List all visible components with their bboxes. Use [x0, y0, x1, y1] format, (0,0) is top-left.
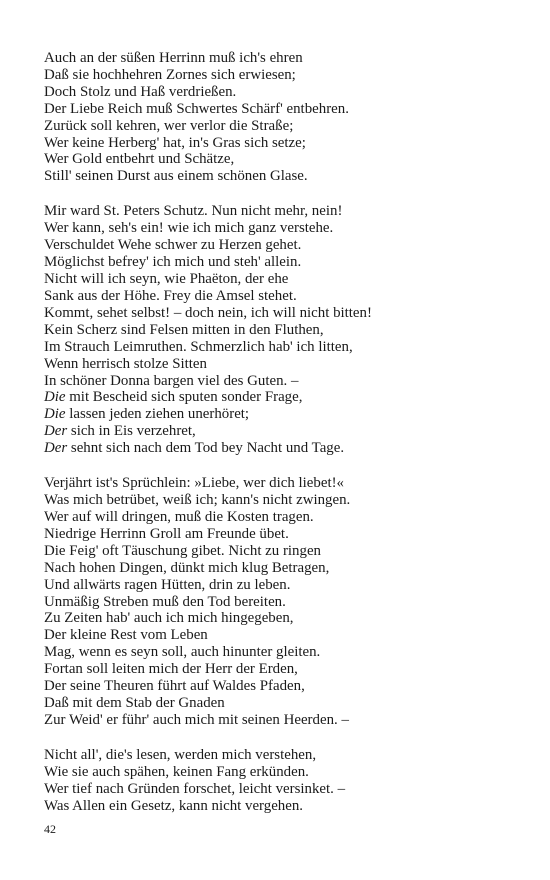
verse-line: Zu Zeiten hab' auch ich mich hingegeben,	[44, 610, 294, 627]
verse-line: Der kleine Rest vom Leben	[44, 627, 208, 644]
italic-lead-word: Die	[44, 406, 66, 423]
verse-line: Der Liebe Reich muß Schwertes Schärf' entbehren.	[44, 100, 349, 117]
stanza-3	[44, 475, 514, 729]
verse-line: Wie sie auch spähen, keinen Fang erkünden.	[44, 763, 309, 780]
verse-line: Auch an der süßen Herrinn muß ich's ehren	[44, 50, 303, 66]
verse-line: Verjährt ist's Sprüchlein: »Liebe, wer dich liebet!«	[44, 475, 344, 492]
verse-line: Wer tief nach Gründen forschet, leicht versinket. –	[44, 780, 346, 797]
verse-line: Niedrige Herrinn Groll am Freunde übet.	[44, 525, 289, 542]
verse-line	[44, 440, 514, 457]
verse-line: Unmäßig Streben muß den Tod bereiten.	[44, 593, 286, 610]
verse-line	[44, 389, 514, 406]
verse-line-rest: lassen jeden ziehen unerhöret;	[65, 406, 250, 423]
verse-line: Nicht all', die's lesen, werden mich verstehen,	[44, 747, 317, 763]
verse-line: Wer keine Herberg' hat, in's Gras sich setze;	[44, 134, 306, 151]
verse-line: Wer auf will dringen, muß die Kosten tragen.	[44, 509, 314, 526]
verse-line: Still' seinen Durst aus einem schönen Glase.	[44, 168, 308, 185]
verse-line: Wer Gold entbehrt und Schätze,	[44, 151, 235, 168]
verse-line: Der seine Theuren führt auf Waldes Pfaden,	[44, 678, 305, 695]
verse-line: Im Strauch Leimruthen. Schmerzlich hab' ich litten,	[44, 338, 353, 355]
verse-line: Möglichst befrey' ich mich und steh' allein.	[44, 254, 302, 271]
verse-line: Die Feig' oft Täuschung gibet. Nicht zu ringen	[44, 542, 321, 559]
italic-lead-word: Der	[44, 423, 68, 440]
verse-line: Zurück soll kehren, wer verlor die Straße;	[44, 117, 294, 134]
verse-line: Was mich betrübet, weiß ich; kann's nicht zwingen.	[44, 492, 351, 509]
verse-line: Wer kann, seh's ein! wie ich mich ganz verstehe.	[44, 220, 334, 237]
verse-line: In schöner Donna bargen viel des Guten. –	[44, 372, 299, 389]
verse-line	[44, 423, 514, 440]
verse-line: Doch Stolz und Haß verdrießen.	[44, 83, 237, 100]
page-number: 42	[44, 822, 56, 836]
verse-line: Wenn herrisch stolze Sitten	[44, 355, 207, 372]
stanza-1	[44, 50, 514, 185]
verse-line: Kein Scherz sind Felsen mitten in den Fluthen,	[44, 321, 324, 338]
verse-line: Mir ward St. Peters Schutz. Nun nicht mehr, nein!	[44, 203, 343, 220]
italic-lead-word: Der	[44, 440, 68, 457]
verse-line: Kommt, sehet selbst! – doch nein, ich will nicht bitten!	[44, 304, 372, 321]
verse-line: Verschuldet Wehe schwer zu Herzen gehet.	[44, 237, 302, 254]
verse-line: Zur Weid' er führ' auch mich mit seinen Heerden. –	[44, 711, 349, 728]
verse-line: Daß sie hochhehren Zornes sich erwiesen;	[44, 66, 296, 83]
italic-lead-word: Die	[44, 389, 66, 406]
verse-line: Nach hohen Dingen, dünkt mich klug Betragen,	[44, 559, 330, 576]
verse-line	[44, 406, 514, 423]
verse-line-rest: mit Bescheid sich sputen sonder Frage,	[65, 389, 303, 406]
verse-line-rest: sehnt sich nach dem Tod bey Nacht und Tage.	[67, 440, 345, 457]
poem-body	[44, 50, 514, 833]
stanza-2	[44, 203, 514, 457]
verse-line: Mag, wenn es seyn soll, auch hinunter gleiten.	[44, 644, 321, 661]
verse-line: Was Allen ein Gesetz, kann nicht vergehen.	[44, 797, 304, 814]
verse-line: Fortan soll leiten mich der Herr der Erden,	[44, 661, 298, 678]
verse-line: Daß mit dem Stab der Gnaden	[44, 695, 225, 711]
verse-line: Und allwärts ragen Hütten, drin zu leben.	[44, 576, 291, 593]
verse-line-rest: sich in Eis verzehret,	[67, 423, 196, 440]
verse-line: Sank aus der Höhe. Frey die Amsel stehet.	[44, 287, 297, 304]
stanza-4	[44, 747, 514, 815]
verse-line: Nicht will ich seyn, wie Phaëton, der ehe	[44, 271, 289, 288]
